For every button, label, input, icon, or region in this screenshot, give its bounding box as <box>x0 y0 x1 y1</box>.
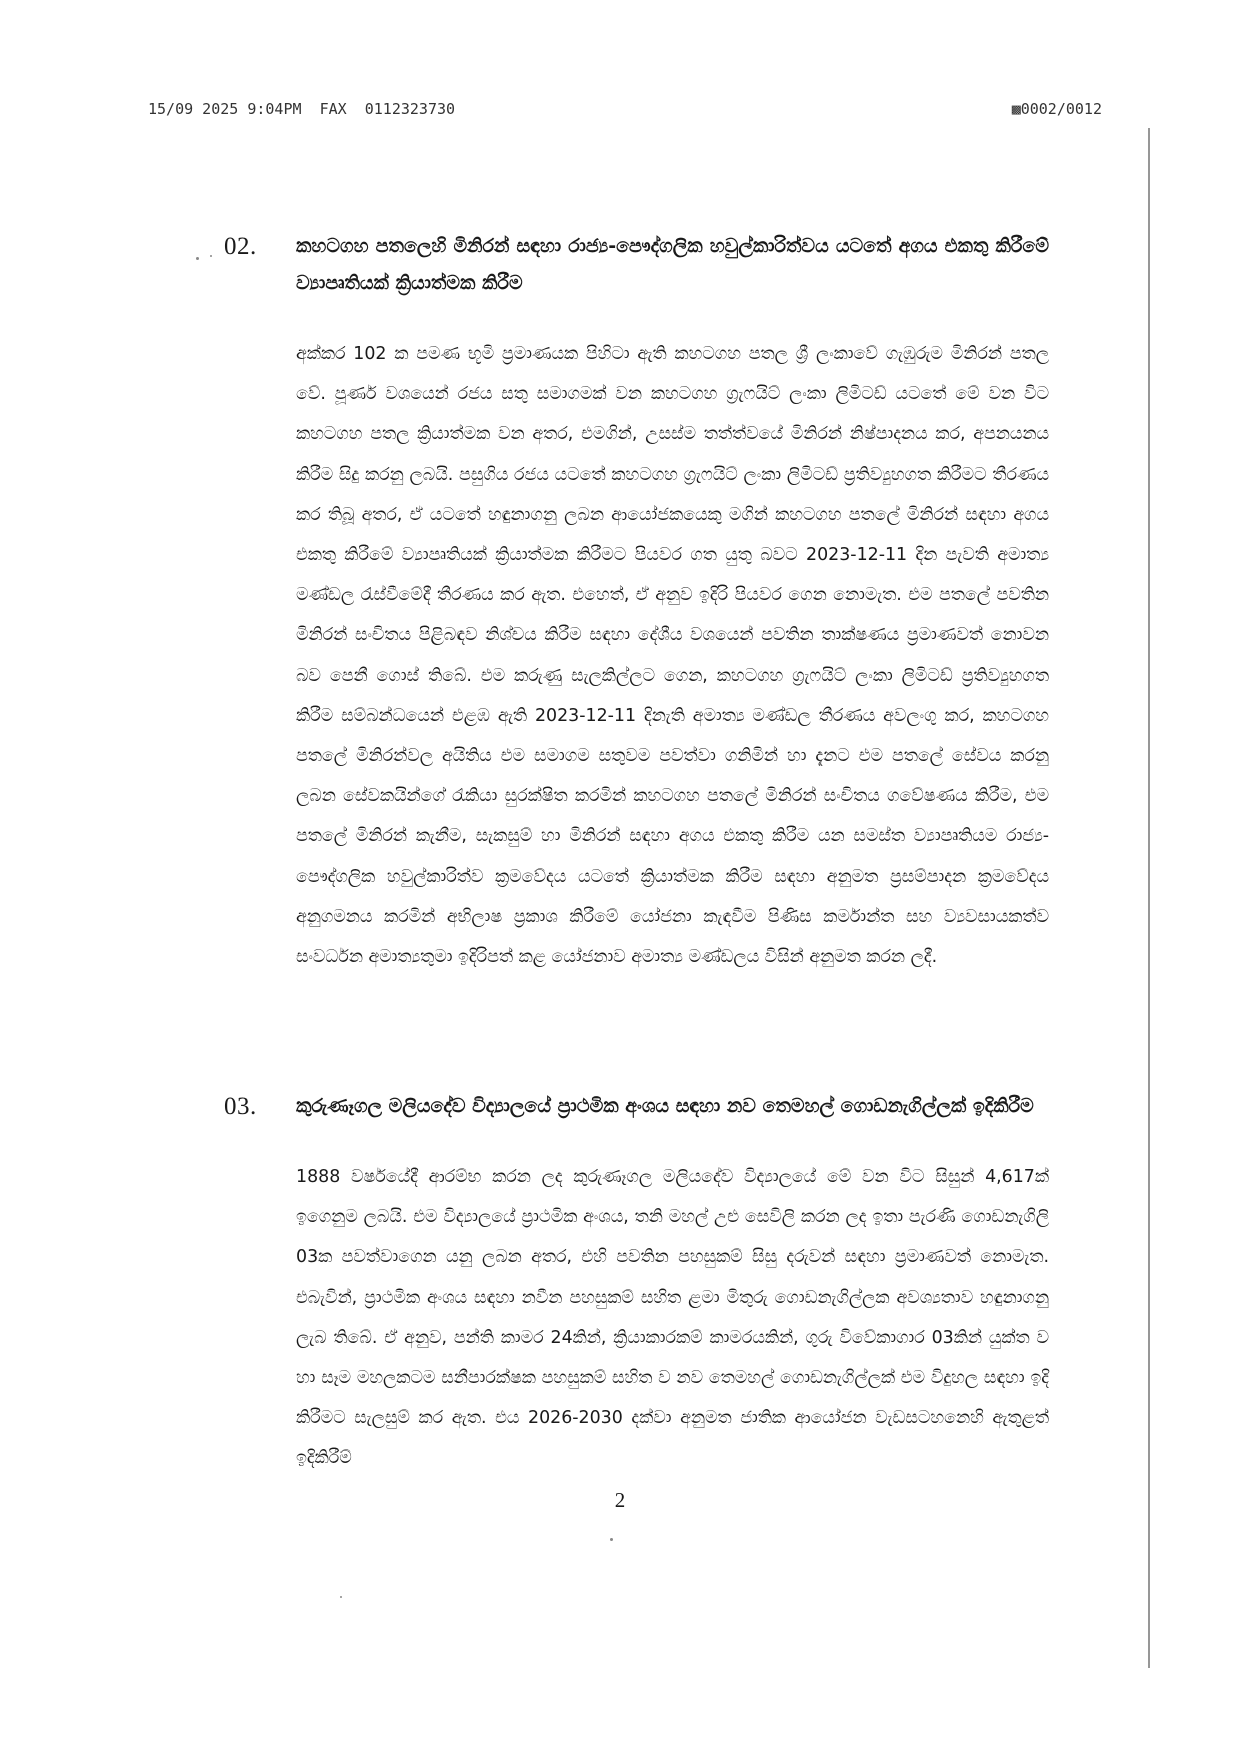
fax-transmission-info <box>148 100 455 118</box>
fax-number: 0112323730 <box>364 100 456 118</box>
section-number: 02. <box>224 233 257 260</box>
scan-speck <box>210 255 212 257</box>
section-heading <box>224 1088 1049 1125</box>
scan-speck <box>610 1538 613 1541</box>
scan-speck <box>340 1596 342 1598</box>
section-heading <box>224 228 1049 302</box>
fax-time: 9:04PM <box>247 100 302 118</box>
section-body: 1888 වර්ෂයේදී ආරම්භ කරන ලද කුරුණෑගල මලියදේව විද්‍යාලයේ මේ වන විට සිසුන් 4,617ක් ඉගෙනුම ලබයි. එම විද්‍යාලයේ ප්‍රාථමික අංශය, තනි මහල් උළු සෙවිලි කරන ලද ඉතා පැරණි ගොඩනැගිලි 03ක පවත්වාගෙන යනු ලබන අතර, එහි පවතින පහසුකම් සිසු දරුවන් සඳහා ප්‍රමාණවත් නොමැත. එබැවින්, ප්‍රාථමික අංශය සඳහා නවීන පහසුකම් සහිත ළමා මිතුරු ගොඩනැගිල්ලක අවශ්‍යතාව හඳුනාගනු ලැබ තිබේ. ඒ අනුව, පන්ති කාමර 24කින්, ක්‍රියාකාරකම් කාමරයකින්, ගුරු විවේකාගාර 03කින් යුක්ත ව හා සෑම මහලකටම සනීපාරක්ෂක පහසුකම් සහිත ව නව තෙමහල් ගොඩනැගිල්ලක් එම විදුහල සඳහා ඉදි කිරීමට සැලසුම් කර ඇත. එය 2026-2030 දක්වා අනුමත ජාතික ආයෝජන වැඩසටහනෙහි ඇතුළත් ඉදිකිරීම් <box>296 1167 1049 1469</box>
page-number: 2 <box>614 1488 626 1512</box>
decision-section-02 <box>224 228 1049 977</box>
section-title: කුරුණෑගල මලියදේව විද්‍යාලයේ ප්‍රාථමික අංශය සඳහා නව තෙමහල් ගොඩනැගිල්ලක් ඉදිකිරීම <box>296 1095 1034 1117</box>
scan-edge-line <box>1148 128 1150 1668</box>
fax-label: FAX <box>319 100 347 118</box>
scan-speck <box>196 257 199 260</box>
section-title: කහටගහ පතලෙහි මිනිරන් සඳහා රාජ්‍ය-පෞද්ගලික හවුල්කාරිත්වය යටතේ අගය එකතු කිරීමේ ව්‍යාපෘතියක් ක්‍රියාත්මක කිරීම <box>296 235 1049 294</box>
decision-section-03 <box>224 1088 1049 1479</box>
fax-date: 15/09 2025 <box>148 100 239 118</box>
section-number: 03. <box>224 1093 257 1120</box>
section-body: අක්කර 102 ක පමණ භූමි ප්‍රමාණයක පිහිටා ඇති කහටගහ පතල ශ්‍රී ලංකාවේ ගැඹුරුම මිනිරන් පතල වේ. පූර්ණ වශයෙන් රජය සතු සමාගමක් වන කහටගහ ග්‍රැෆයිට් ලංකා ලිමිටඩ් යටතේ මේ වන විට කහටගහ පතල ක්‍රියාත්මක වන අතර, එමගින්, උසස්ම තත්ත්වයේ මිනිරන් නිෂ්පාදනය කර, අපනයනය කිරීම සිදු කරනු ලබයි. පසුගිය රජය යටතේ කහටගහ ග්‍රැෆයිට් ලංකා ලිමිටඩ් ප්‍රතිව්‍යුහගත කිරීමට තීරණය කර තිබූ අතර, ඒ යටතේ හඳුනාගනු ලබන ආයෝජකයෙකු මගින් කහටගහ පතලේ මිනිරන් සඳහා අගය එකතු කිරීමේ ව්‍යාපෘතියක් ක්‍රියාත්මක කිරීමට පියවර ගත යුතු බවට 2023-12-11 දින පැවති අමාත්‍ය මණ්ඩල රැස්වීමේදී තීරණය කර ඇත. එහෙත්, ඒ අනුව ඉදිරි පියවර ගෙන නොමැත. එම පතලේ පවතින මිනිරන් සංචිතය පිළිබඳව නිශ්චය කිරීම සඳහා දේශීය වශයෙන් පවතින තාක්ෂණය ප්‍රමාණවත් නොවන බව පෙනී ගොස් තිබේ. එම කරුණු සැලකිල්ලට ගෙන, කහටගහ ග්‍රැෆයිට් ලංකා ලිමිටඩ් ප්‍රතිව්‍යුහගත කිරීම සම්බන්ධයෙන් එළඹ ඇති 2023-12-11 දිනැති අමාත්‍ය මණ්ඩල තීරණය අවලංගු කර, කහටගහ පතලේ මිනිරන්වල අයිතිය එම සමාගම සතුවම පවත්වා ගනිමින් හා දැනට එම පතලේ සේවය කරනු ලබන සේවකයින්ගේ රැකියා සුරක්ෂිත කරමින් කහටගහ පතලේ මිනිරන් සංචිතය ගවේෂණය කිරීම, එම පතලේ මිනිරන් කැනීම, සැකසුම් හා මිනිරන් සඳහා අගය එකතු කිරීම යන සමස්ත ව්‍යාපෘතියම රාජ්‍ය-පෞද්ගලික හවුල්කාරිත්ව ක්‍රමවේදය යටතේ ක්‍රියාත්මක කිරීම සඳහා අනුමත ප්‍රසම්පාදන ක්‍රමවේදය අනුගමනය කරමින් අභිලාෂ ප්‍රකාශ කිරීමේ යෝජනා කැඳවීම පිණිස කර්මාන්ත සහ ව්‍යවසායකත්ව සංවර්ධන අමාත්‍යතුමා ඉදිරිපත් කළ යෝජනාව අමාත්‍ය මණ්ඩලය විසින් අනුමත කරන ලදී. <box>296 344 1049 968</box>
fax-header <box>148 100 1102 126</box>
fax-page-counter: ▩0002/0012 <box>1011 100 1102 118</box>
